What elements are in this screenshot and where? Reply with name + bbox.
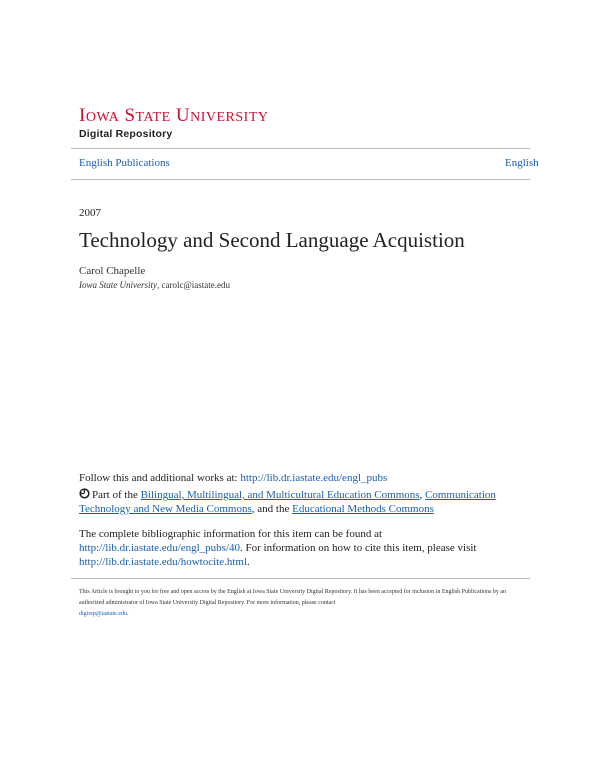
communication-commons-link[interactable]: Communication Technology and New Media Commons <box>79 489 496 515</box>
citation-info <box>79 527 519 569</box>
university-logo[interactable] <box>79 106 269 140</box>
department-link[interactable]: English <box>505 157 539 169</box>
part-of-prefix: Part of the <box>92 489 141 501</box>
header-bottom-divider <box>71 179 530 180</box>
follow-text: Follow this and additional works at: <box>79 472 241 484</box>
item-url-link[interactable]: http://lib.dr.iastate.edu/engl_pubs/40 <box>79 542 241 554</box>
part-of-separator-1: , <box>419 489 426 501</box>
citation-text-1: The complete bibliographic information for this item can be found at <box>79 528 383 540</box>
repository-name: Digital Repository <box>79 128 173 140</box>
bilingual-commons-link[interactable]: Bilingual, Multilingual, and Multicultural Education Commons <box>140 489 420 501</box>
citation-text-2: . For information on how to cite this item, please visit <box>240 542 477 554</box>
contact-email-link[interactable]: digirep@iastate.edu <box>79 611 128 617</box>
follow-line <box>79 471 519 485</box>
publication-year: 2007 <box>79 207 101 219</box>
footer-text: This Article is brought to you for free and open access by the English at Iowa State University Digital Repository. It has been accepted for inclusion in English Publications by an authorized administrator of Iowa State University Digital Repository. For more information, please contact <box>79 589 507 606</box>
author-name: Carol Chapelle <box>79 265 146 277</box>
footer-divider <box>71 578 530 579</box>
university-name: IOWA STATE UNIVERSITY <box>79 105 269 126</box>
footer-notice <box>79 587 519 620</box>
affiliation-name: Iowa State University <box>79 280 157 290</box>
author-email[interactable]: carolc@iastate.edu <box>161 280 231 290</box>
bepress-commons-icon <box>79 488 90 499</box>
footer-end: . <box>127 611 129 617</box>
educational-methods-commons-link[interactable]: Educational Methods Commons <box>292 503 434 515</box>
collection-link[interactable]: English Publications <box>79 157 170 169</box>
article-title: Technology and Second Language Acquistion <box>79 228 465 252</box>
part-of-line <box>79 488 519 516</box>
collection-url-link[interactable]: http://lib.dr.iastate.edu/engl_pubs <box>240 472 388 484</box>
part-of-separator-2: , and the <box>251 503 293 515</box>
citation-text-3: . <box>247 556 250 568</box>
author-affiliation: Iowa State University, carolc@iastate.edu <box>79 280 231 290</box>
how-to-cite-link[interactable]: http://lib.dr.iastate.edu/howtocite.html <box>79 556 248 568</box>
header-top-divider <box>71 148 530 149</box>
